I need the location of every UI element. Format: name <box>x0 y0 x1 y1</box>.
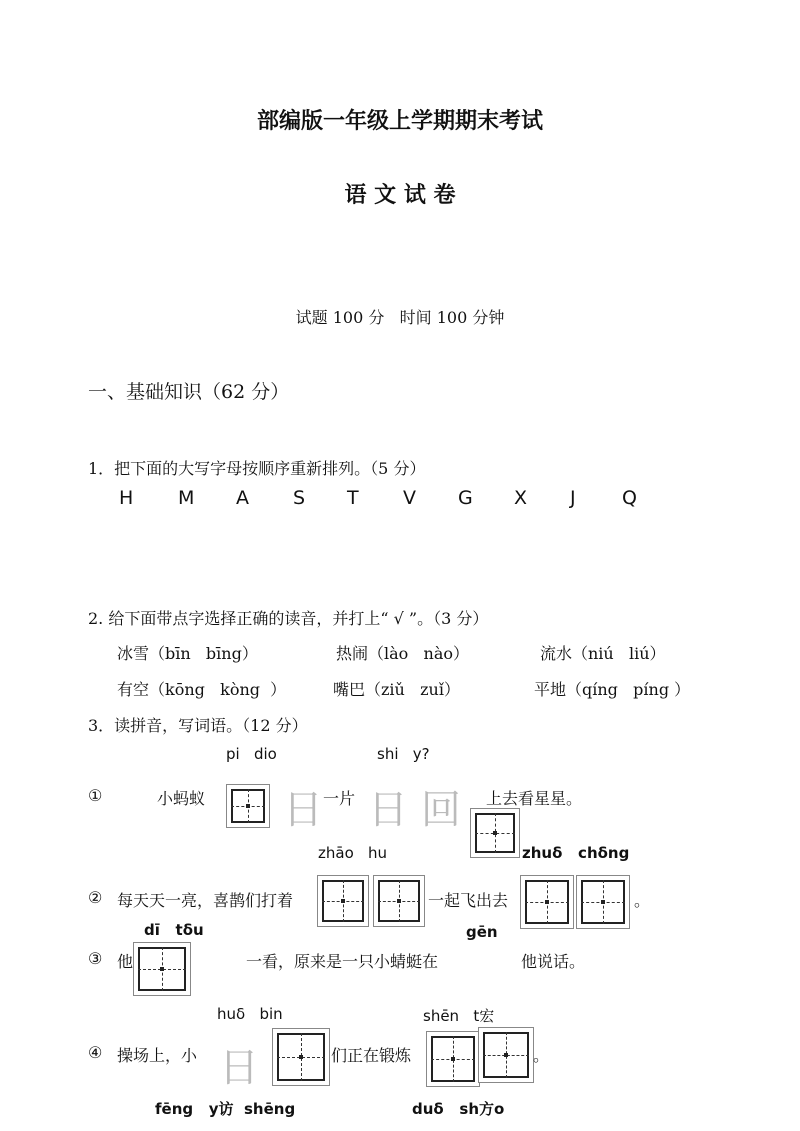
sentence-text: 一片 <box>323 789 356 808</box>
pinyin: zhāo hu <box>318 844 388 862</box>
ghost-character: 日 <box>219 1045 259 1091</box>
item-number: ③ <box>88 949 103 968</box>
sentence-text: 一起飞出去 <box>428 891 509 910</box>
letter: G <box>458 487 473 509</box>
pinyin: fēng y访 shēng <box>155 1100 296 1118</box>
q2-option: 嘴巴（ziǔ zuǐ） <box>333 680 460 699</box>
exam-title: 部编版一年级上学期期末考试 <box>256 109 543 134</box>
pinyin: dī tδu <box>144 921 204 939</box>
letter: T <box>347 487 359 509</box>
q2-option: 有空（kōng kòng ） <box>117 680 287 699</box>
q2-prompt: 2. 给下面带点字选择正确的读音，并打上“ √ ”。（3 分） <box>88 609 489 628</box>
writing-box[interactable] <box>470 808 520 858</box>
writing-box[interactable] <box>373 875 425 927</box>
letter: M <box>178 487 195 509</box>
section-heading: 一、基础知识（62 分） <box>88 381 290 403</box>
q2-option: 流水（niú liú） <box>540 644 666 663</box>
ghost-character: 日 <box>368 787 408 833</box>
sentence-text: 每天天一亮，喜鹊们打着 <box>117 891 294 910</box>
sentence-text: 上去看星星。 <box>486 789 583 808</box>
sentence-text: 操场上，小 <box>117 1046 198 1065</box>
writing-box[interactable] <box>426 1031 480 1087</box>
item-number: ② <box>88 888 103 907</box>
pinyin: shēn t宏 <box>423 1007 495 1025</box>
sentence-text: 他说话。 <box>521 952 586 971</box>
item-number: ① <box>88 786 103 805</box>
letter: Q <box>622 487 637 509</box>
item-number: ④ <box>88 1043 103 1062</box>
ghost-character: 日 <box>283 787 323 833</box>
pinyin: zhuδ chδng <box>522 844 630 862</box>
letter: J <box>570 487 576 509</box>
writing-box[interactable] <box>133 942 191 996</box>
ghost-character: 回 <box>421 787 461 833</box>
sentence-text: 。 <box>634 891 651 910</box>
letter: X <box>514 487 528 509</box>
q3-prompt: 3．读拼音，写词语。（12 分） <box>88 716 308 735</box>
q2-option: 冰雪（bīn bīng） <box>117 644 258 663</box>
exam-subtitle: 语 文 试 卷 <box>344 183 456 208</box>
letter: V <box>403 487 416 509</box>
pinyin: pi dio <box>226 745 277 763</box>
letter: H <box>119 487 134 509</box>
letter: S <box>293 487 306 509</box>
pinyin: shi y? <box>377 745 430 763</box>
exam-info: 试题 100 分 时间 100 分钟 <box>295 308 505 327</box>
writing-box[interactable] <box>317 875 369 927</box>
q2-option: 平地（qíng píng ） <box>534 680 691 699</box>
sentence-text: 他 <box>117 952 134 971</box>
writing-box[interactable] <box>226 784 270 828</box>
pinyin: gēn <box>466 923 498 941</box>
writing-box[interactable] <box>576 875 630 929</box>
letter: A <box>236 487 249 509</box>
writing-box[interactable] <box>520 875 574 929</box>
sentence-text: 。 <box>533 1046 550 1065</box>
writing-box[interactable] <box>478 1027 534 1083</box>
sentence-text: 小蚂蚁 <box>157 789 206 808</box>
writing-box[interactable] <box>272 1028 330 1086</box>
sentence-text: 一看，原来是一只小蜻蜓在 <box>246 952 439 971</box>
q2-option: 热闹（lào nào） <box>336 644 470 663</box>
pinyin: huδ bin <box>217 1005 283 1023</box>
sentence-text: 们正在锻炼 <box>331 1046 412 1065</box>
q1-prompt: 1．把下面的大写字母按顺序重新排列。（5 分） <box>88 459 426 478</box>
pinyin: duδ sh方o <box>412 1100 505 1118</box>
